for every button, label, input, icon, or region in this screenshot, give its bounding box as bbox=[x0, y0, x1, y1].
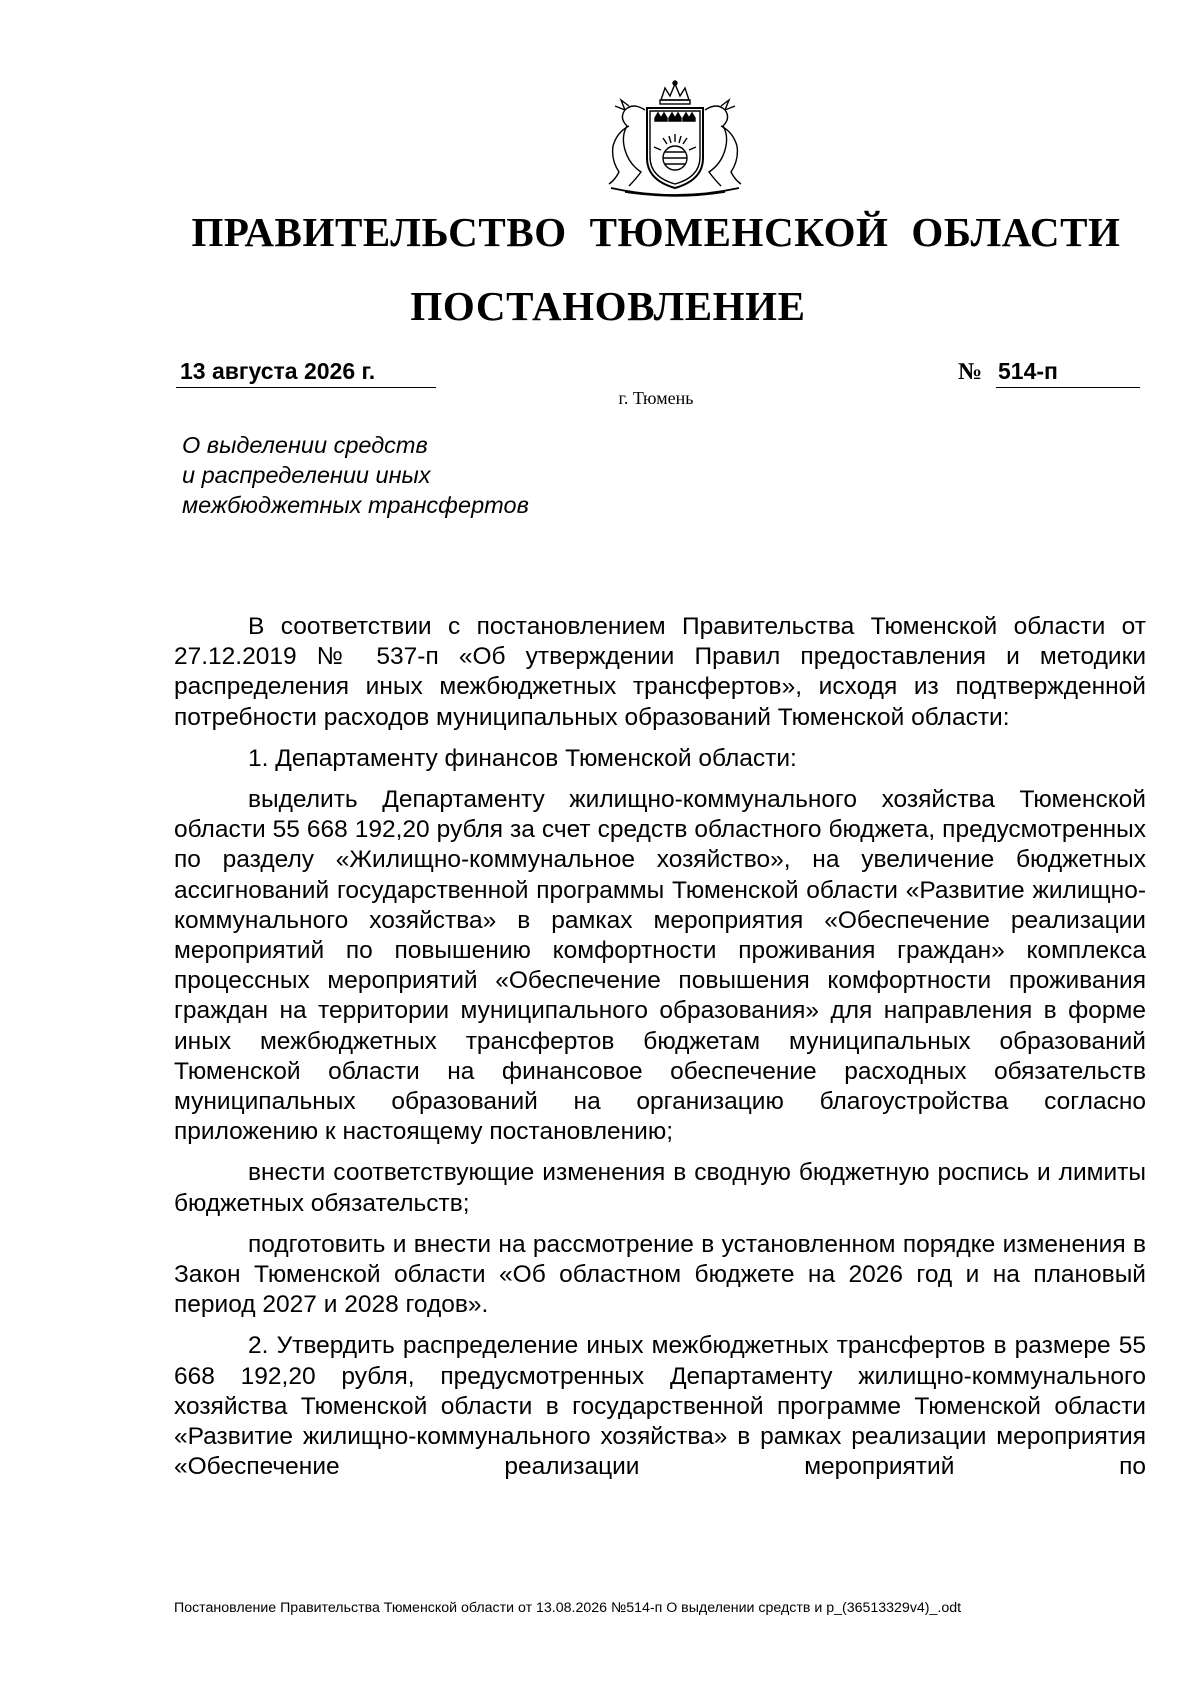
document-type: ПОСТАНОВЛЕНИЕ bbox=[410, 283, 806, 329]
coat-of-arms-emblem bbox=[595, 80, 755, 202]
body-paragraph: подготовить и внести на рассмотрение в установленном порядке изменения в Закон Тюменской области «Об областном бюджете на 2026 год и на плановый период 2027 и 2028 годов». bbox=[174, 1230, 1146, 1319]
subject-line: межбюджетных трансфертов bbox=[182, 492, 529, 518]
city-name: г. Тюмень bbox=[618, 388, 694, 408]
body-paragraph: 1. Департаменту финансов Тюменской области: bbox=[248, 744, 797, 772]
subject-block bbox=[182, 430, 742, 520]
government-title: ПРАВИТЕЛЬСТВО ТЮМЕНСКОЙ ОБЛАСТИ bbox=[191, 209, 1121, 255]
page-footer: Постановление Правительства Тюменской области от 13.08.2026 №514-п О выделении средств и р_(36513329v4)_.odt bbox=[174, 1600, 962, 1616]
decree-body bbox=[174, 612, 1146, 1493]
number-sign: № bbox=[958, 359, 983, 385]
decree-number: 514-п bbox=[996, 357, 1140, 388]
subject-line: и распределении иных bbox=[182, 462, 431, 488]
body-paragraph: внести соответствующие изменения в сводную бюджетную роспись и лимиты бюджетных обязательств; bbox=[174, 1159, 1146, 1217]
body-paragraph: 2. Утвердить распределение иных межбюджетных трансфертов в размере 55 668 192,20 рубля, предусмотренных Департаменту жилищно-коммунального хозяйства Тюменской области в государственной программе Тюменской области «Развитие жилищно-коммунального хозяйства» в рамках реализации мероприятия «Обеспечение реализации мероприятий по bbox=[174, 1332, 1146, 1481]
body-paragraph: В соответствии с постановлением Правительства Тюменской области от 27.12.2019 № 537-п «Об утверждении Правил предоставления и методики распределения иных межбюджетных трансфертов», исходя из подтвержденной потребности расходов муниципальных образований Тюменской области: bbox=[174, 613, 1146, 731]
decree-number-field bbox=[958, 357, 1140, 388]
subject-line: О выделении средств bbox=[182, 432, 428, 458]
decree-date: 13 августа 2026 г. bbox=[176, 357, 436, 388]
body-paragraph: выделить Департаменту жилищно-коммунального хозяйства Тюменской области 55 668 192,20 рубля за счет средств областного бюджета, предусмотренных по разделу «Жилищно-коммунальное хозяйство», на увеличение бюджетных ассигнований государственной программы Тюменской области «Развитие жилищно-коммунального хозяйства» в рамках мероприятия «Обеспечение реализации мероприятий по повышению комфортности проживания граждан» комплекса процессных мероприятий «Обеспечение повышения комфортности проживания граждан на территории муниципального образования» для направления в форме иных межбюджетных трансфертов бюджетам муниципальных образований Тюменской области на финансовое обеспечение расходных обязательств муниципальных образований на организацию благоустройства согласно приложению к настоящему постановлению; bbox=[174, 786, 1146, 1146]
